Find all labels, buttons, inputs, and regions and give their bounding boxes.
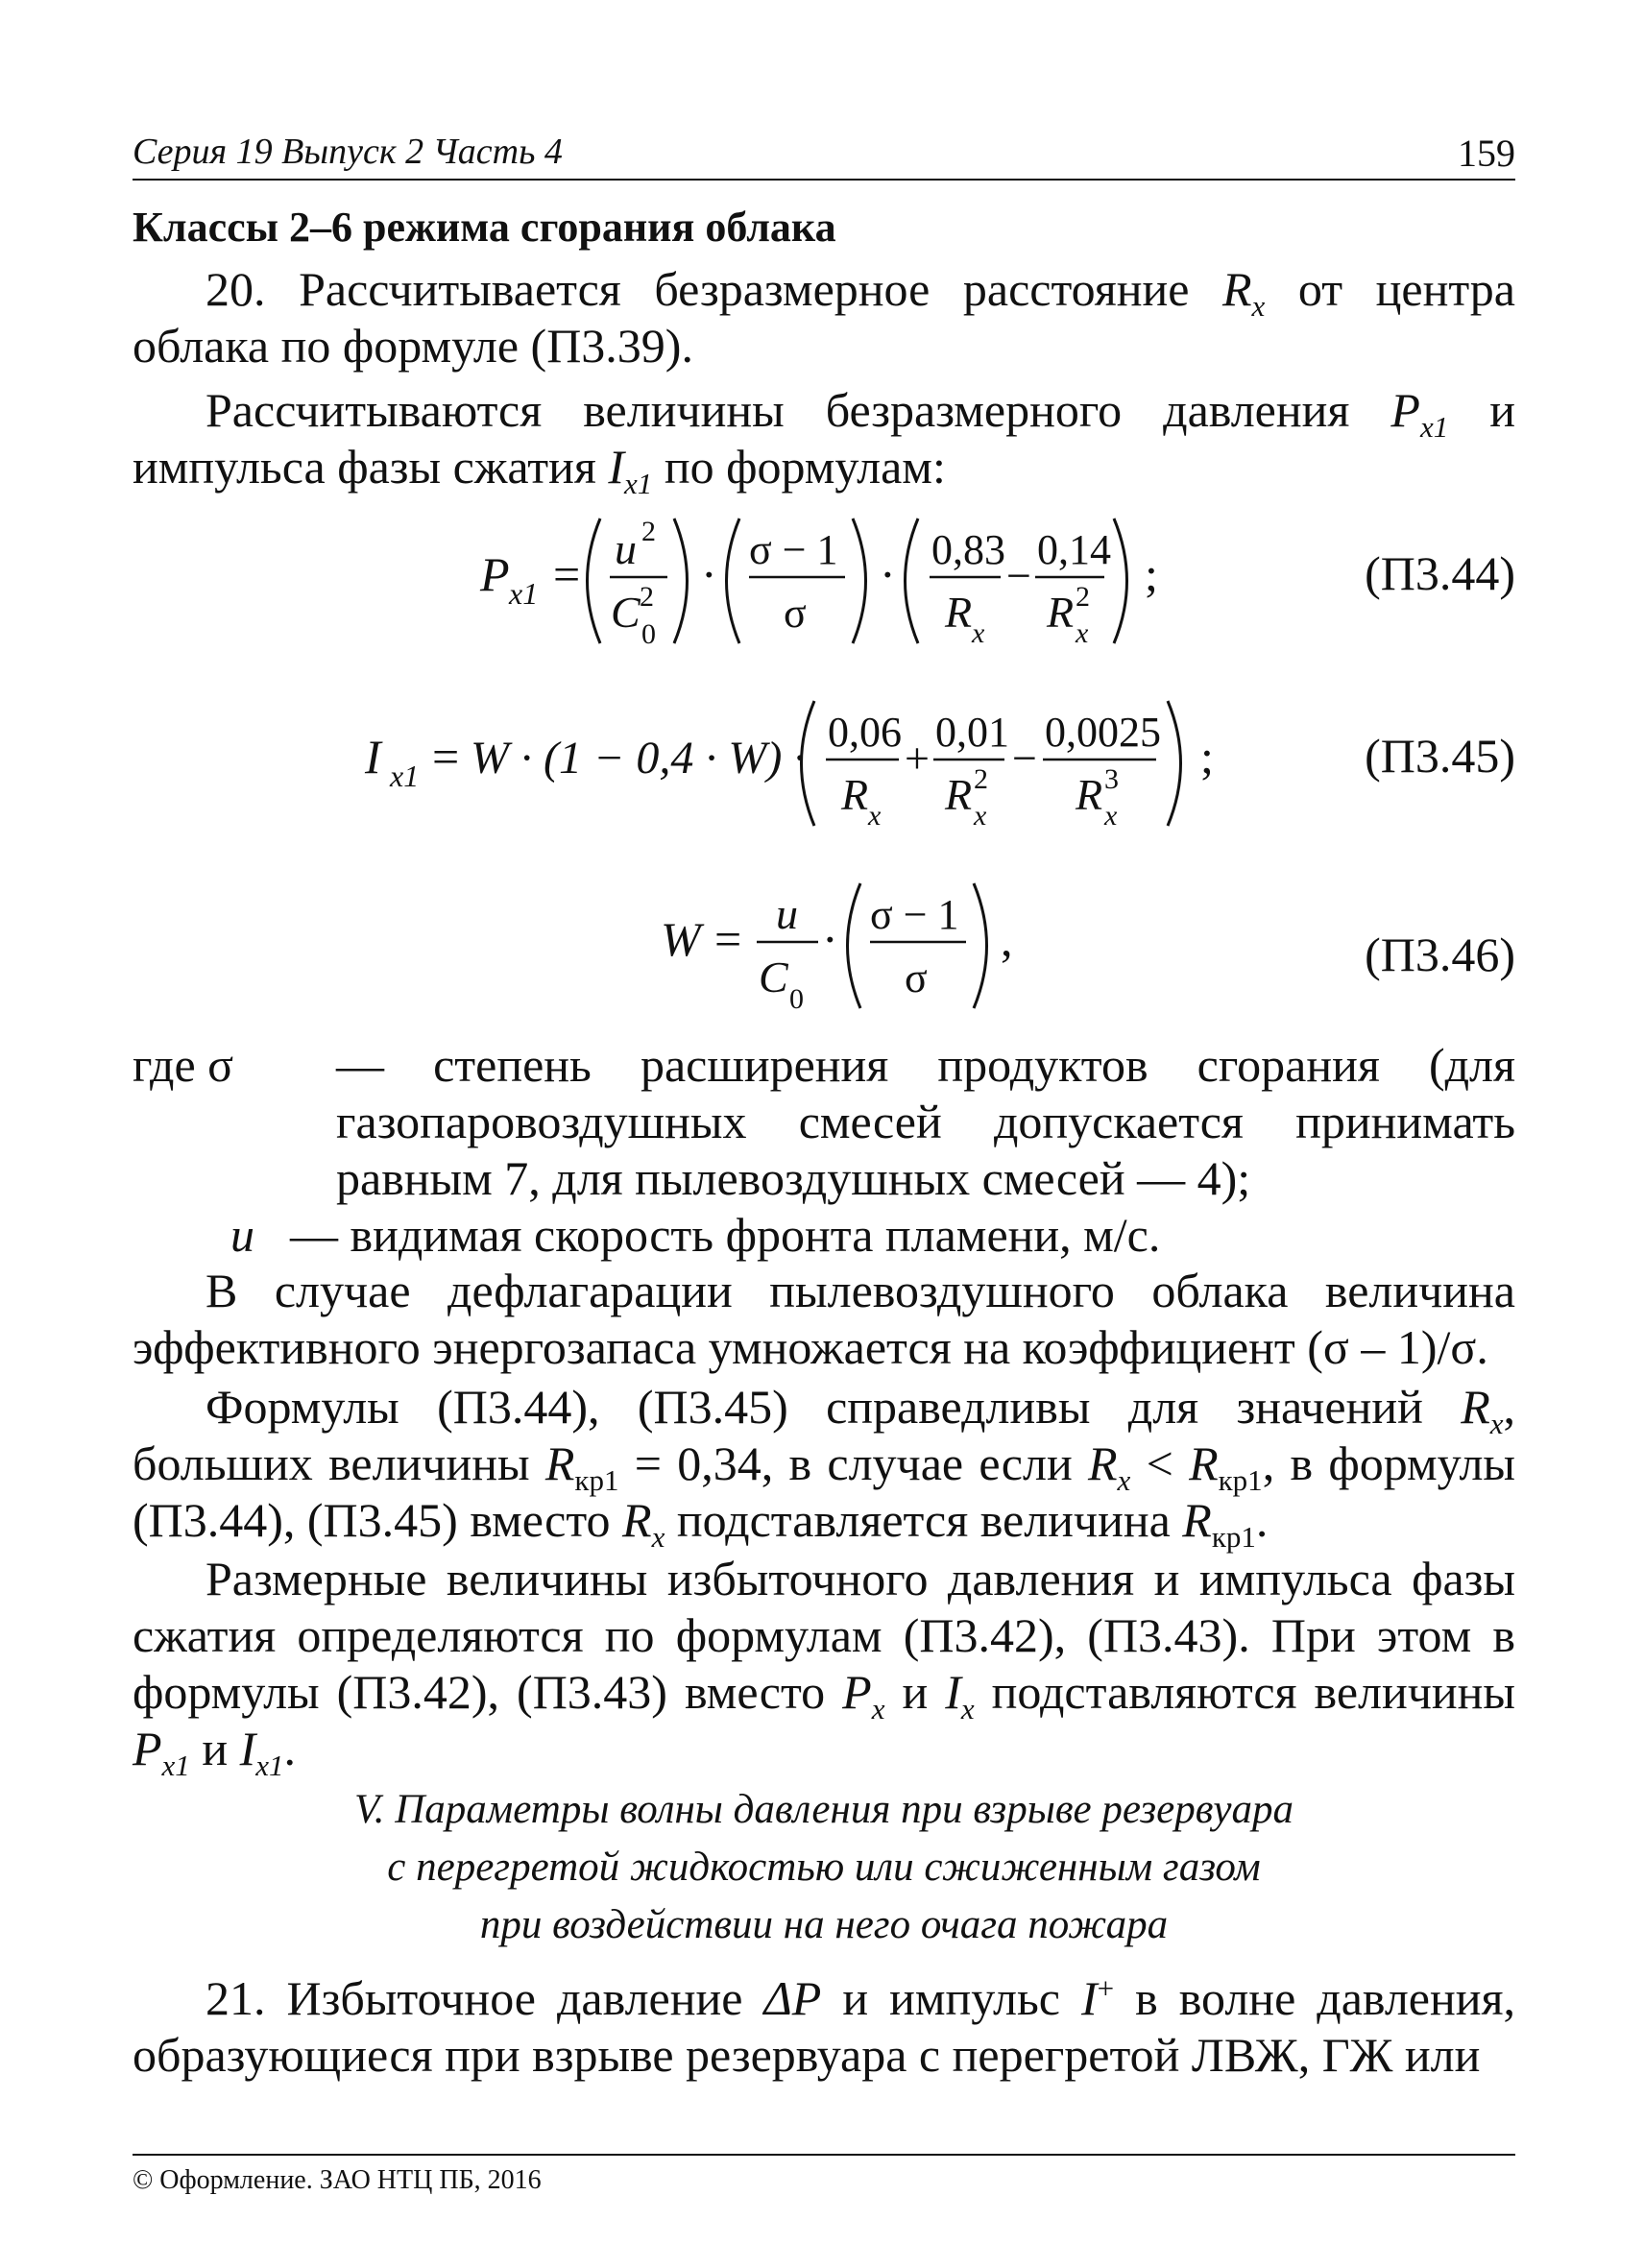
- copyright-footer: © Оформление. ЗАО НТЦ ПБ, 2016: [133, 2154, 1515, 2196]
- svg-text:+: +: [905, 734, 930, 783]
- paragraph-deflagration: В случае дефлагарации пылевоздушного облака величина эффективного энергозапаса умножается на коэффициент (σ – 1)/σ.: [133, 1264, 1515, 1374]
- svg-text:x: x: [972, 617, 985, 649]
- svg-text:R: R: [945, 770, 973, 819]
- svg-text:;: ;: [1145, 547, 1158, 601]
- svg-text:W · (1 − 0,4 · W) ·: W · (1 − 0,4 · W) ·: [471, 733, 806, 784]
- svg-text:2: 2: [1076, 581, 1090, 613]
- svg-text:x: x: [974, 800, 987, 832]
- svg-text:·: ·: [822, 912, 838, 966]
- formula-number-p3-45: (П3.45): [1365, 729, 1515, 783]
- svg-text:σ − 1: σ − 1: [749, 526, 838, 573]
- formula-p3-44: [461, 504, 1191, 658]
- formula-number-p3-46: (П3.46): [1365, 928, 1515, 981]
- running-header: [133, 127, 1515, 181]
- section-heading: Классы 2–6 режима сгорания облака: [133, 204, 836, 251]
- paragraph-dimensional: Размерные величины избыточного давления и импульса фазы сжатия определяются по формулам (П3.42), (П3.43). При этом в формулы (П3.42), (П3.43) вместо $P_x$ и $I_x$ подставляются величины $P_{x1}$ и $I_{x1}$.: [133, 1552, 1515, 1782]
- section-title-line: с перегретой жидкостью или сжиженным газом: [387, 1845, 1261, 1890]
- svg-text:x1: x1: [390, 759, 420, 793]
- svg-text:x: x: [1076, 617, 1089, 649]
- svg-text:0,06: 0,06: [828, 709, 902, 756]
- svg-text:x: x: [1104, 800, 1118, 832]
- paragraph-21: 21. Избыточное давление ΔP и импульс I+ в волне давления, образующиеся при взрыве резервуара с перегретой ЛВЖ, ГЖ или: [133, 1970, 1515, 2082]
- svg-text:C: C: [759, 953, 788, 1001]
- svg-text:=: =: [432, 730, 460, 784]
- svg-text:=: =: [714, 912, 742, 966]
- svg-text:P: P: [480, 547, 510, 601]
- svg-text:0,14: 0,14: [1037, 526, 1111, 573]
- formula-p3-45: [355, 687, 1296, 840]
- svg-text:;: ;: [1200, 730, 1214, 784]
- svg-text:2: 2: [640, 581, 654, 613]
- svg-text:I: I: [365, 730, 381, 784]
- svg-text:0,0025: 0,0025: [1045, 709, 1161, 756]
- svg-text:W: W: [661, 912, 701, 966]
- svg-text:C: C: [611, 588, 641, 637]
- svg-text:σ: σ: [905, 954, 928, 1001]
- formula-number-p3-44: (П3.44): [1365, 546, 1515, 600]
- paragraph-validity: Формулы (П3.44), (П3.45) справедливы для значений $R_x$, больших величины $R_{кр1} = 0,34$, в случае если $R_x < R_{кр1}$, в формулы (П3.44), (П3.45) вместо $R_x$ подставляется величина $R_{кр1}$.: [133, 1380, 1515, 1554]
- definition-sigma: где σ — степень расширения продуктов сгорания (для газопаровоздушных смесей допускается принимать равным 7, для пылевоздушных смесей — 4);: [133, 1038, 1515, 1205]
- section-title: [133, 1781, 1515, 1954]
- svg-text:−: −: [1006, 551, 1031, 600]
- svg-text:σ: σ: [784, 590, 807, 637]
- paragraph-20: 20. Рассчитывается безразмерное расстояние $R_x$ от центра облака по формуле (П3.39).: [133, 262, 1515, 373]
- svg-text:R: R: [1076, 770, 1103, 819]
- svg-text:·: ·: [880, 547, 896, 601]
- svg-text:−: −: [1012, 734, 1037, 783]
- variable-definitions: [133, 1037, 1515, 1264]
- svg-text:0,83: 0,83: [931, 526, 1005, 573]
- svg-text:0: 0: [789, 983, 804, 1015]
- paragraph-calc: Рассчитываются величины безразмерного давления $P_{x1}$ и импульса фазы сжатия $I_{x1}$ по формулам:: [133, 383, 1515, 500]
- svg-text:R: R: [841, 770, 869, 819]
- svg-text:R: R: [945, 588, 973, 637]
- svg-text:0,01: 0,01: [935, 709, 1009, 756]
- svg-text:u: u: [776, 889, 798, 938]
- svg-text:x1: x1: [509, 576, 539, 611]
- section-title-line: V. Параметры волны давления при взрыве резервуара: [354, 1787, 1293, 1832]
- section-title-line: при воздействии на него очага пожара: [479, 1902, 1169, 1947]
- formula-p3-46: [653, 869, 1037, 1023]
- svg-text:2: 2: [641, 516, 656, 547]
- svg-text:0: 0: [641, 618, 656, 650]
- svg-text:=: =: [553, 547, 581, 601]
- svg-text:3: 3: [1104, 763, 1119, 795]
- svg-text:σ − 1: σ − 1: [870, 891, 959, 938]
- svg-text:,: ,: [1001, 912, 1013, 966]
- svg-text:x: x: [868, 800, 882, 832]
- svg-text:2: 2: [974, 763, 988, 795]
- definition-u: u — видимая скорость фронта пламени, м/с.: [230, 1208, 1161, 1262]
- series-label: Серия 19 Выпуск 2 Часть 4: [133, 132, 563, 172]
- svg-text:u: u: [615, 524, 637, 573]
- svg-text:R: R: [1047, 588, 1075, 637]
- page-number: 159: [1458, 132, 1515, 175]
- svg-text:·: ·: [701, 547, 717, 601]
